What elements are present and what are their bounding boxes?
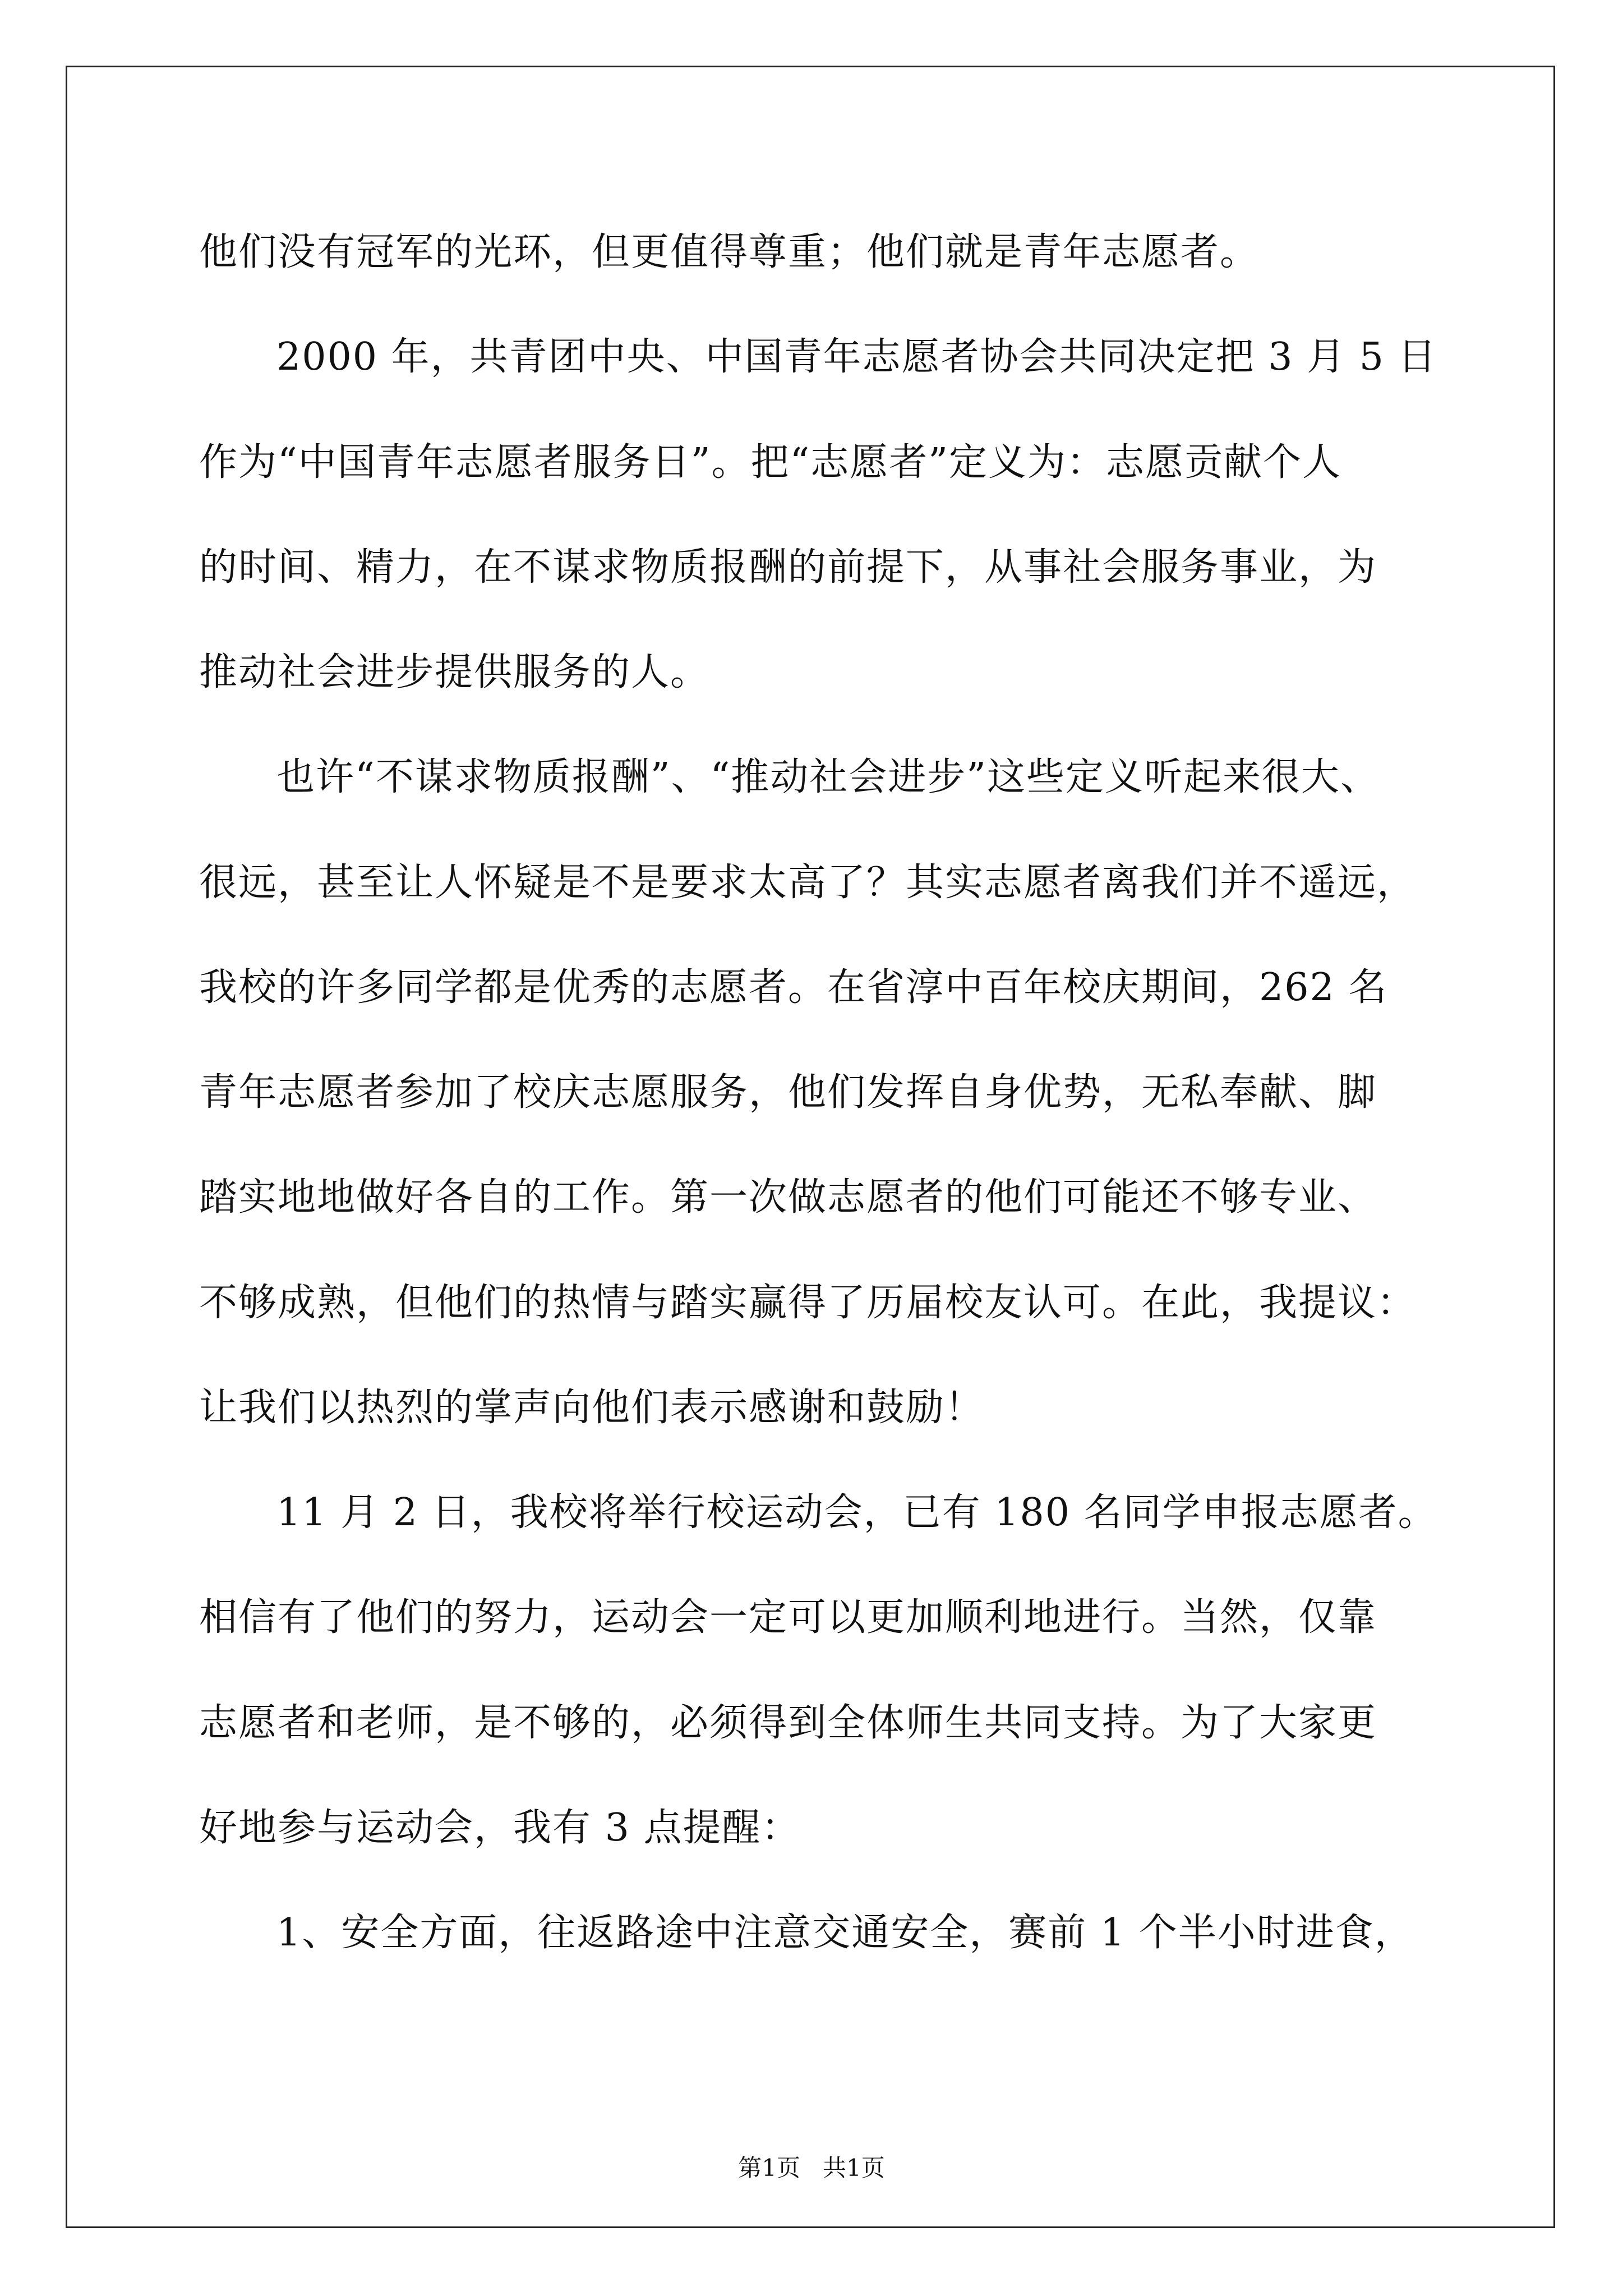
text-line: 不够成熟，但他们的热情与踏实赢得了历届校友认可。在此，我提议： bbox=[199, 1281, 1417, 1325]
page-frame bbox=[66, 66, 1555, 2228]
text-line: 志愿者和老师，是不够的，必须得到全体师生共同支持。为了大家更 bbox=[199, 1701, 1377, 1745]
text-line: 作为“中国青年志愿者服务日”。把“志愿者”定义为：志愿贡献个人 bbox=[199, 440, 1342, 485]
text-line: 踏实地地做好各自的工作。第一次做志愿者的他们可能还不够专业、 bbox=[199, 1175, 1377, 1220]
text-line: 他们没有冠军的光环，但更值得尊重；他们就是青年志愿者。 bbox=[199, 230, 1260, 274]
text-line: 2000 年，共青团中央、中国青年志愿者协会共同决定把 3 月 5 日 bbox=[276, 335, 1437, 379]
text-line: 青年志愿者参加了校庆志愿服务，他们发挥自身优势，无私奉献、脚 bbox=[199, 1070, 1377, 1115]
text-line: 相信有了他们的努力，运动会一定可以更加顺利地进行。当然，仅靠 bbox=[199, 1595, 1377, 1640]
text-line: 很远，甚至让人怀疑是不是要求太高了？其实志愿者离我们并不遥远， bbox=[199, 861, 1417, 905]
text-line: 11 月 2 日，我校将举行校运动会，已有 180 名同学申报志愿者。 bbox=[276, 1490, 1437, 1535]
text-line: 让我们以热烈的掌声向他们表示感谢和鼓励！ bbox=[199, 1386, 985, 1430]
text-line: 的时间、精力，在不谋求物质报酬的前提下，从事社会服务事业，为 bbox=[199, 545, 1377, 590]
text-line: 我校的许多同学都是优秀的志愿者。在省淳中百年校庆期间，262 名 bbox=[199, 965, 1388, 1010]
page-number-footer: 第1页 共1页 bbox=[738, 2154, 885, 2182]
text-line: 推动社会进步提供服务的人。 bbox=[199, 650, 710, 694]
text-line: 也许“不谋求物质报酬”、“推动社会进步”这些定义听起来很大、 bbox=[276, 755, 1380, 799]
text-line: 好地参与运动会，我有 3 点提醒： bbox=[199, 1806, 801, 1850]
text-line: 1、安全方面，往返路途中注意交通安全，赛前 1 个半小时进食， bbox=[276, 1911, 1414, 1955]
